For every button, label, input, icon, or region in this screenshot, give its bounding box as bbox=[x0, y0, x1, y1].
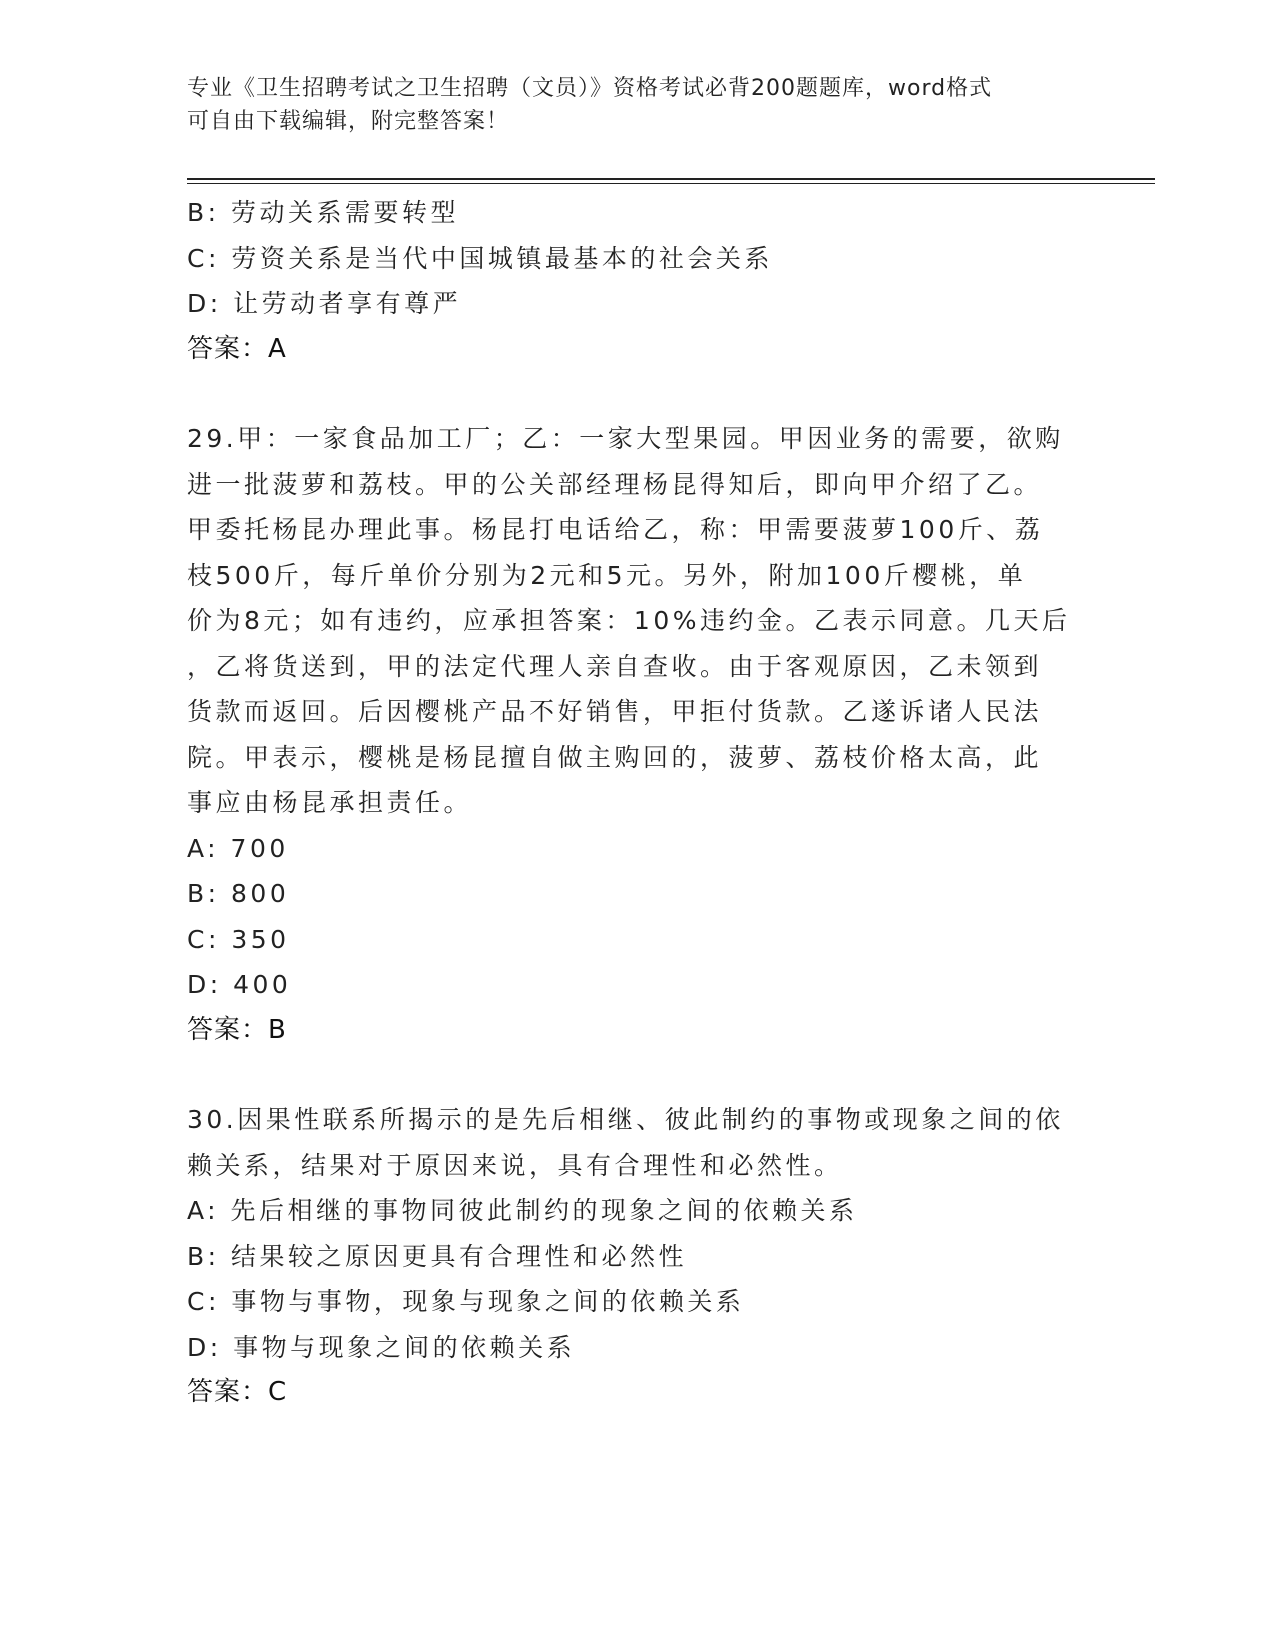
q29-answer: 答案：B bbox=[187, 1014, 287, 1045]
header-title-line-2: 可自由下载编辑，附完整答案！ bbox=[187, 109, 510, 134]
q29-stem-line: 甲委托杨昆办理此事。杨昆打电话给乙，称：甲需要菠萝100斤、荔 bbox=[187, 515, 1044, 544]
question-28-tail bbox=[187, 190, 1087, 372]
q29-stem-line: 进一批菠萝和荔枝。甲的公关部经理杨昆得知后，即向甲介绍了乙。 bbox=[187, 469, 1043, 499]
header-rule-thick bbox=[187, 178, 1155, 180]
q29-option-d: D: 400 bbox=[187, 970, 292, 999]
q29-stem-line: 院。甲表示，樱桃是杨昆擅自做主购回的，菠萝、荔枝价格太高，此 bbox=[187, 742, 1043, 772]
q30-option-a: A: 先后相继的事物同彼此制约的现象之间的依赖关系 bbox=[187, 1196, 858, 1225]
q30-option-b: B: 结果较之原因更具有合理性和必然性 bbox=[187, 1241, 688, 1271]
header-rule-thin bbox=[187, 183, 1155, 184]
q28-option-c: C: 劳资关系是当代中国城镇最基本的社会关系 bbox=[187, 243, 773, 273]
spacer bbox=[187, 1053, 1087, 1097]
q30-stem-line: 赖关系，结果对于原因来说，具有合理性和必然性。 bbox=[187, 1150, 843, 1180]
q29-stem-line: 29.甲：一家食品加工厂；乙：一家大型果园。甲因业务的需要，欲购 bbox=[187, 424, 1064, 453]
q30-option-c: C: 事物与事物，现象与现象之间的依赖关系 bbox=[187, 1287, 745, 1316]
q29-option-b: B: 800 bbox=[187, 879, 290, 908]
q29-option-a: A: 700 bbox=[187, 833, 289, 863]
q29-stem bbox=[187, 416, 1087, 826]
q29-stem-line: 枝500斤，每斤单价分别为2元和5元。另外，附加100斤樱桃，单 bbox=[187, 560, 1027, 590]
question-30 bbox=[187, 1097, 1087, 1416]
q29-option-c: C: 350 bbox=[187, 924, 290, 954]
header-title-line-1: 专业《卫生招聘考试之卫生招聘（文员）》资格考试必背200题题库，word格式 bbox=[187, 76, 993, 101]
question-29 bbox=[187, 416, 1087, 1053]
q29-stem-line: 货款而返回。后因樱桃产品不好销售，甲拒付货款。乙遂诉诸人民法 bbox=[187, 697, 1043, 726]
q30-stem bbox=[187, 1097, 1087, 1188]
q30-stem-line: 30.因果性联系所揭示的是先后相继、彼此制约的事物或现象之间的依 bbox=[187, 1105, 1064, 1134]
q28-answer: 答案：A bbox=[187, 333, 287, 364]
q29-stem-line: 事应由杨昆承担责任。 bbox=[187, 788, 473, 817]
spacer bbox=[187, 372, 1087, 416]
q29-stem-line: 价为8元；如有违约，应承担答案：10%违约金。乙表示同意。几天后 bbox=[187, 606, 1071, 635]
q28-option-d: D: 让劳动者享有尊严 bbox=[187, 289, 462, 318]
document-header bbox=[187, 72, 1087, 138]
document-body bbox=[187, 190, 1087, 1416]
q30-option-d: D: 事物与现象之间的依赖关系 bbox=[187, 1332, 576, 1362]
q29-stem-line: ，乙将货送到，甲的法定代理人亲自查收。由于客观原因，乙未领到 bbox=[187, 651, 1043, 681]
q28-option-b: B: 劳动关系需要转型 bbox=[187, 198, 460, 227]
q30-answer: 答案：C bbox=[187, 1377, 288, 1407]
